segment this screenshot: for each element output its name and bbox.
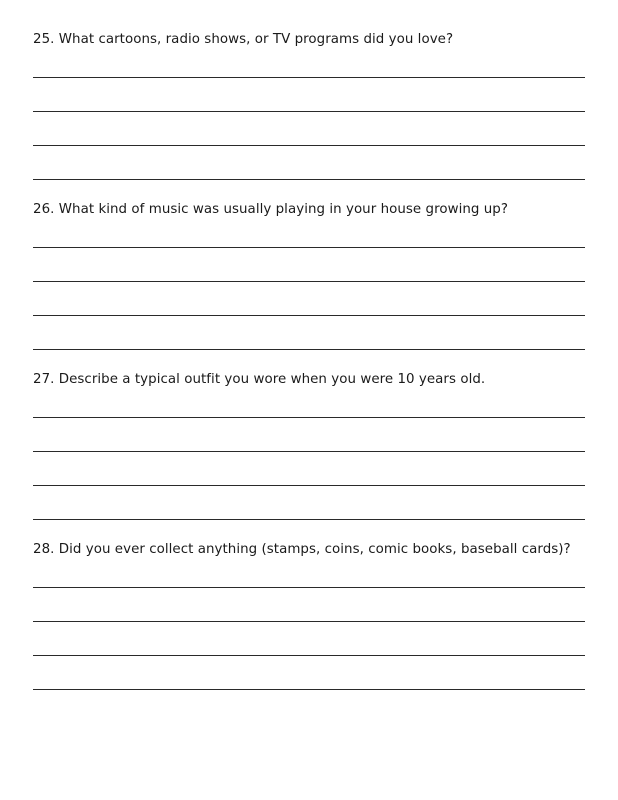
answer-line[interactable] — [33, 179, 585, 180]
answer-line[interactable] — [33, 315, 585, 316]
answer-line[interactable] — [33, 485, 585, 486]
question-block-27 — [33, 371, 585, 528]
question-text: 25. What cartoons, radio shows, or TV programs did you love? — [33, 32, 454, 47]
answer-line[interactable] — [33, 587, 585, 588]
answer-line[interactable] — [33, 247, 585, 248]
answer-line[interactable] — [33, 145, 585, 146]
question-block-26 — [33, 201, 585, 358]
question-text: 27. Describe a typical outfit you wore when you were 10 years old. — [33, 372, 486, 387]
answer-lines — [33, 558, 585, 698]
answer-lines — [33, 48, 585, 188]
answer-line[interactable] — [33, 655, 585, 656]
answer-line[interactable] — [33, 689, 585, 690]
question-text: 26. What kind of music was usually playing in your house growing up? — [33, 202, 508, 217]
question-block-28 — [33, 541, 585, 698]
answer-lines — [33, 218, 585, 358]
answer-line[interactable] — [33, 349, 585, 350]
answer-lines — [33, 388, 585, 528]
answer-line[interactable] — [33, 111, 585, 112]
answer-line[interactable] — [33, 451, 585, 452]
question-block-25 — [33, 31, 585, 188]
answer-line[interactable] — [33, 519, 585, 520]
answer-line[interactable] — [33, 77, 585, 78]
answer-line[interactable] — [33, 417, 585, 418]
answer-line[interactable] — [33, 621, 585, 622]
answer-line[interactable] — [33, 281, 585, 282]
question-text: 28. Did you ever collect anything (stamps, coins, comic books, baseball cards)? — [33, 542, 571, 557]
